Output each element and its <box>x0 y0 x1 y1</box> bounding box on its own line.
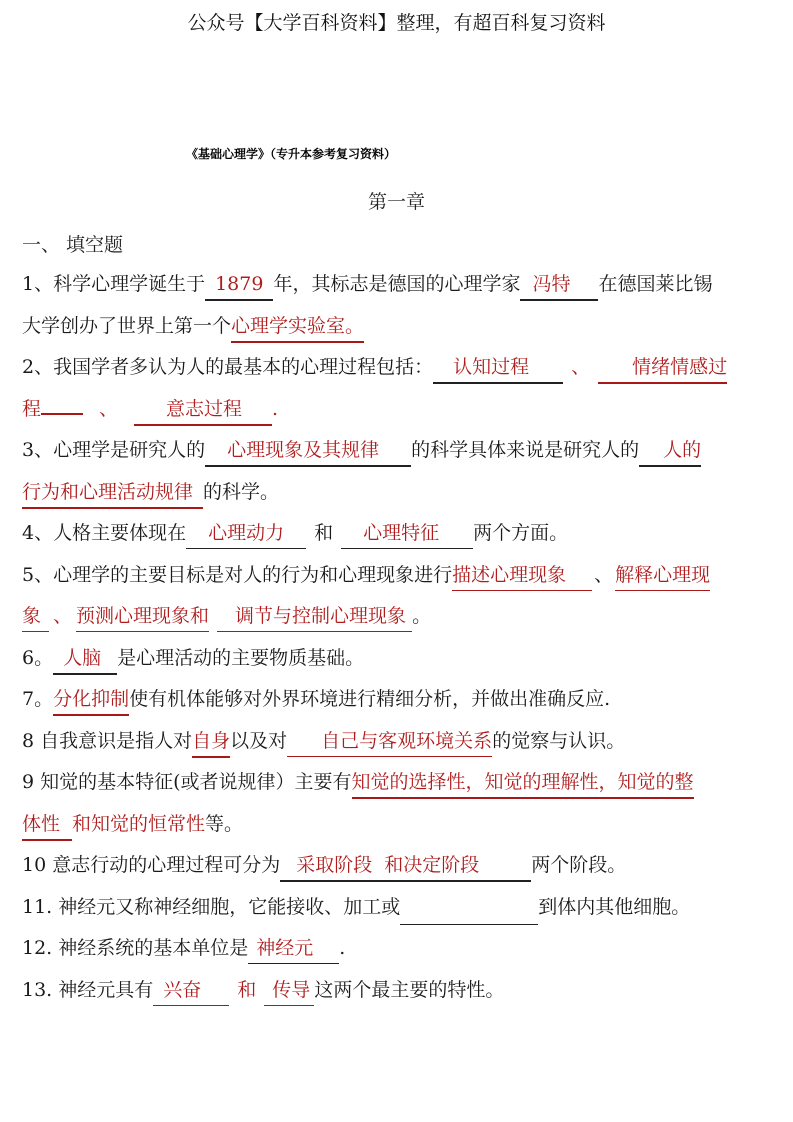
question-text: 2、我国学者多认为人的最基本的心理过程包括： <box>22 356 434 378</box>
question-text: 5、心理学的主要目标是对人的行为和心理现象进行 <box>22 563 453 586</box>
answer-blank: 冯特 <box>532 273 571 295</box>
question-text: 以及对 <box>230 729 288 752</box>
question-text: 的科学。 <box>203 480 280 503</box>
question-12-line <box>22 930 774 972</box>
answer-blank: 和决定阶段 <box>384 854 480 876</box>
answer-blank: 采取阶段 <box>296 854 373 876</box>
question-13-line <box>22 972 774 1014</box>
question-7-line <box>22 681 774 723</box>
answer-blank: 预测心理现象和 <box>76 605 210 627</box>
question-text: 使有机体能够对外界环境进行精细分析，并做出准确反应. <box>129 688 611 710</box>
answer-blank: 兴奋 <box>163 978 202 1001</box>
answer-blank: 心理动力 <box>208 522 285 544</box>
separator: 、 <box>99 397 119 420</box>
punctuation: . <box>339 937 346 959</box>
question-text: 6。 <box>22 646 54 669</box>
question-text: 9 知觉的基本特征(或者说规律）主要有 <box>22 771 352 793</box>
answer-blank: 解释心理现 <box>615 563 711 586</box>
answer-blank: 传导 <box>272 978 311 1001</box>
answer-blank: 心理特征 <box>363 522 440 544</box>
question-text: 的科学具体来说是研究人的 <box>411 439 640 461</box>
question-text: 年，其标志是德国的心理学家 <box>273 273 521 295</box>
question-1-line-2 <box>22 308 774 350</box>
answer-blank: 分化抑制 <box>53 688 130 710</box>
separator: 、 <box>594 563 614 586</box>
answer-blank: 和知觉的恒常性 <box>72 812 206 835</box>
answer-blank: 知觉的选择性，知觉的理解性，知觉的整 <box>351 771 694 793</box>
question-text: 10 意志行动的心理过程可分为 <box>22 854 281 876</box>
question-2-line-1 <box>22 349 774 391</box>
answer-blank: 自己与客观环境关系 <box>321 729 493 752</box>
question-text: 11. 神经元又称神经细胞，它能接收、加工或 <box>22 895 401 918</box>
question-8-line <box>22 723 774 765</box>
question-text: 和 <box>314 522 334 544</box>
question-3-line-1 <box>22 432 774 474</box>
question-10-line <box>22 847 774 889</box>
answer-blank: 调节与控制心理现象 <box>235 605 407 627</box>
question-1-line-1 <box>22 266 774 308</box>
question-text: 是心理活动的主要物质基础。 <box>117 646 365 669</box>
question-text: 的觉察与认识。 <box>492 729 626 752</box>
answer-blank: 描述心理现象 <box>452 563 567 586</box>
question-text: 3、心理学是研究人的 <box>22 439 206 461</box>
question-5-line-2 <box>22 598 774 640</box>
answer-blank: 人脑 <box>63 646 102 669</box>
answer-blank: 心理学实验室。 <box>231 314 365 337</box>
answer-blank: 神经元 <box>256 937 314 959</box>
answer-blank: 情绪情感过 <box>632 356 728 378</box>
answer-blank: 行为和心理活动规律 <box>22 480 194 503</box>
separator: 、 <box>571 356 591 378</box>
answer-blank: 自身 <box>192 729 231 752</box>
answer-blank: 意志过程 <box>166 397 243 420</box>
question-list <box>22 266 774 1013</box>
question-4-line <box>22 515 774 557</box>
question-text: 4、人格主要体现在 <box>22 522 187 544</box>
question-text: 8 自我意识是指人对 <box>22 729 193 752</box>
question-11-line <box>22 889 774 931</box>
question-text: 到体内其他细胞。 <box>538 895 691 918</box>
question-text: 13. 神经元具有 <box>22 978 154 1001</box>
question-text: 1、科学心理学诞生于 <box>22 273 206 295</box>
question-text: 7。 <box>22 688 54 710</box>
question-text: 等。 <box>205 812 244 835</box>
question-9-line-2 <box>22 806 774 848</box>
question-3-line-2 <box>22 474 774 516</box>
answer-blank: 人的 <box>663 439 702 461</box>
question-text: 两个阶段。 <box>531 854 627 876</box>
answer-blank: 程 <box>22 397 42 420</box>
question-5-line-1 <box>22 557 774 599</box>
answer-blank: 体性 <box>22 812 61 835</box>
question-6-line <box>22 640 774 682</box>
punctuation: 。 <box>412 605 432 627</box>
answer-blank: 1879 <box>215 273 264 295</box>
document-title: 《基础心理学》（专升本参考复习资料） <box>186 147 397 161</box>
question-text: 在德国莱比锡 <box>598 273 713 295</box>
separator: 、 <box>53 605 73 627</box>
question-text: 12. 神经系统的基本单位是 <box>22 937 249 959</box>
chapter-heading: 第一章 <box>367 191 425 213</box>
question-2-line-2 <box>22 391 774 433</box>
answer-blank: 认知过程 <box>453 356 530 378</box>
answer-blank: 心理现象及其规律 <box>227 439 380 461</box>
question-text: 和 <box>237 978 257 1001</box>
punctuation: . <box>272 397 279 420</box>
answer-blank: 象 <box>22 605 42 627</box>
page-header-watermark: 公众号【大学百科资料】整理，有超百科复习资料 <box>187 12 606 34</box>
question-text: 大学创办了世界上第一个 <box>22 314 232 337</box>
question-text: 这两个最主要的特性。 <box>314 978 505 1001</box>
section-heading: 一、 填空题 <box>22 234 124 256</box>
question-9-line-1 <box>22 764 774 806</box>
question-text: 两个方面。 <box>473 522 569 544</box>
